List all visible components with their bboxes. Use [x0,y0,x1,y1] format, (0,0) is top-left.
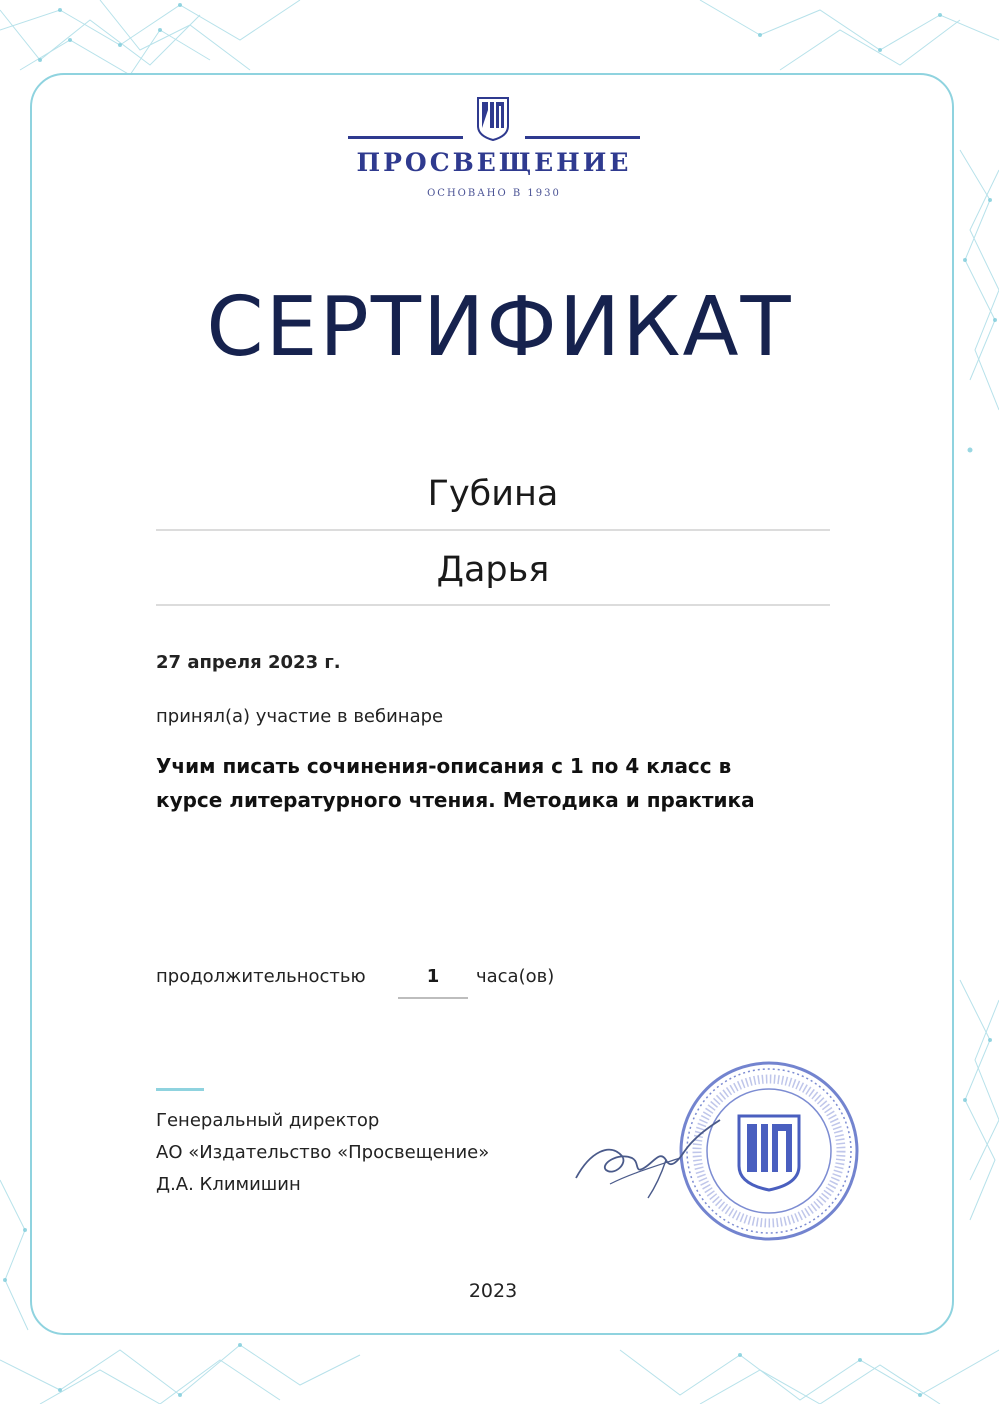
duration-underline [398,997,468,999]
signatory-accent-line [156,1088,204,1091]
surname-underline [156,529,830,531]
certificate-title: СЕРТИФИКАТ [206,280,793,375]
recipient-first-name: Дарья [436,550,550,590]
signatory-organization: АО «Издательство «Просвещение» [156,1142,490,1163]
first-name-underline [156,604,830,606]
duration-label: продолжительностью [156,966,366,987]
recipient-surname: Губина [427,474,559,514]
publisher-tagline: ОСНОВАНО В 1930 [427,188,561,199]
event-date: 27 апреля 2023 г. [156,652,341,673]
course-title-line-2: курсе литературного чтения. Методика и практика [156,788,755,812]
publisher-name: ПРОСВЕЩЕНИЕ [356,148,632,177]
duration-value: 1 [426,966,440,987]
publisher-logo [348,96,640,206]
signatory-position: Генеральный директор [156,1110,380,1131]
duration-unit: часа(ов) [476,966,555,987]
participation-text: принял(а) участие в вебинаре [156,706,444,727]
footer-year: 2023 [468,1280,518,1302]
publisher-logo-icon [476,96,510,142]
director-signature [570,1112,730,1202]
logo-divider-left [348,136,463,139]
logo-divider-right [525,136,640,139]
signatory-name: Д.А. Климишин [156,1174,301,1195]
course-title-line-1: Учим писать сочинения-описания с 1 по 4 класс в [156,754,732,778]
